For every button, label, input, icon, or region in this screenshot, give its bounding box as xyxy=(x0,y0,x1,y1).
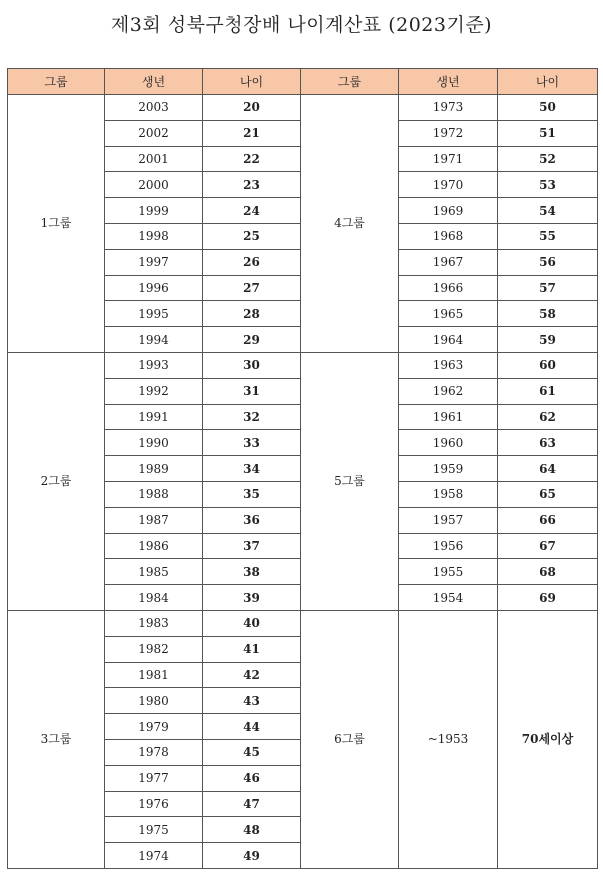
birth-year-left: 1986 xyxy=(105,533,203,559)
age-right: 65 xyxy=(498,481,598,507)
age-left: 29 xyxy=(203,327,301,353)
table-row xyxy=(8,352,598,378)
age-left: 45 xyxy=(203,739,301,765)
table-row xyxy=(8,610,598,636)
age-right: 68 xyxy=(498,559,598,585)
birth-year-right: 1958 xyxy=(399,481,498,507)
header-year-right: 생년 xyxy=(399,69,498,95)
age-right: 69 xyxy=(498,585,598,611)
birth-year-left: 1982 xyxy=(105,636,203,662)
birth-year-left: 2000 xyxy=(105,172,203,198)
age-right: 61 xyxy=(498,378,598,404)
birth-year-left: 1989 xyxy=(105,456,203,482)
birth-year-left: 1997 xyxy=(105,249,203,275)
birth-year-left: 2002 xyxy=(105,120,203,146)
age-left: 33 xyxy=(203,430,301,456)
age-right: 57 xyxy=(498,275,598,301)
birth-year-left: 1999 xyxy=(105,198,203,224)
birth-year-left: 1990 xyxy=(105,430,203,456)
birth-year-merged: ~1953 xyxy=(399,610,498,868)
age-right: 53 xyxy=(498,172,598,198)
birth-year-left: 1978 xyxy=(105,739,203,765)
age-left: 36 xyxy=(203,507,301,533)
birth-year-left: 1976 xyxy=(105,791,203,817)
group-label-left: 2그룹 xyxy=(8,352,105,610)
birth-year-left: 1975 xyxy=(105,817,203,843)
birth-year-left: 1985 xyxy=(105,559,203,585)
age-left: 21 xyxy=(203,120,301,146)
birth-year-right: 1967 xyxy=(399,249,498,275)
group-label-right: 4그룹 xyxy=(301,95,399,353)
age-right: 63 xyxy=(498,430,598,456)
birth-year-right: 1964 xyxy=(399,327,498,353)
birth-year-left: 2001 xyxy=(105,146,203,172)
group-label-left: 1그룹 xyxy=(8,95,105,353)
age-right: 56 xyxy=(498,249,598,275)
age-right: 52 xyxy=(498,146,598,172)
age-left: 37 xyxy=(203,533,301,559)
table-row xyxy=(8,95,598,121)
birth-year-left: 1983 xyxy=(105,610,203,636)
group-label-left: 3그룹 xyxy=(8,610,105,868)
birth-year-left: 1998 xyxy=(105,223,203,249)
birth-year-left: 2003 xyxy=(105,95,203,121)
age-left: 43 xyxy=(203,688,301,714)
birth-year-right: 1973 xyxy=(399,95,498,121)
group-label-right: 5그룹 xyxy=(301,352,399,610)
table-body xyxy=(8,95,598,869)
age-right: 58 xyxy=(498,301,598,327)
birth-year-right: 1969 xyxy=(399,198,498,224)
birth-year-right: 1970 xyxy=(399,172,498,198)
age-table xyxy=(7,68,598,869)
age-left: 49 xyxy=(203,843,301,869)
age-left: 20 xyxy=(203,95,301,121)
birth-year-left: 1992 xyxy=(105,378,203,404)
birth-year-left: 1996 xyxy=(105,275,203,301)
age-right: 64 xyxy=(498,456,598,482)
age-right: 60 xyxy=(498,352,598,378)
age-left: 25 xyxy=(203,223,301,249)
age-left: 41 xyxy=(203,636,301,662)
age-right: 55 xyxy=(498,223,598,249)
birth-year-right: 1968 xyxy=(399,223,498,249)
birth-year-left: 1979 xyxy=(105,714,203,740)
header-age-left: 나이 xyxy=(203,69,301,95)
birth-year-left: 1977 xyxy=(105,765,203,791)
age-left: 44 xyxy=(203,714,301,740)
birth-year-right: 1965 xyxy=(399,301,498,327)
group-label-right: 6그룹 xyxy=(301,610,399,868)
birth-year-right: 1971 xyxy=(399,146,498,172)
age-left: 39 xyxy=(203,585,301,611)
age-left: 35 xyxy=(203,481,301,507)
header-row xyxy=(8,69,598,95)
age-left: 32 xyxy=(203,404,301,430)
age-left: 30 xyxy=(203,352,301,378)
age-right: 67 xyxy=(498,533,598,559)
birth-year-left: 1981 xyxy=(105,662,203,688)
age-left: 42 xyxy=(203,662,301,688)
age-right: 51 xyxy=(498,120,598,146)
age-left: 27 xyxy=(203,275,301,301)
age-left: 40 xyxy=(203,610,301,636)
age-left: 31 xyxy=(203,378,301,404)
age-right: 62 xyxy=(498,404,598,430)
age-left: 24 xyxy=(203,198,301,224)
birth-year-left: 1994 xyxy=(105,327,203,353)
age-left: 23 xyxy=(203,172,301,198)
age-left: 48 xyxy=(203,817,301,843)
birth-year-right: 1962 xyxy=(399,378,498,404)
header-age-right: 나이 xyxy=(498,69,598,95)
age-left: 47 xyxy=(203,791,301,817)
age-left: 28 xyxy=(203,301,301,327)
age-right: 59 xyxy=(498,327,598,353)
age-left: 26 xyxy=(203,249,301,275)
age-left: 46 xyxy=(203,765,301,791)
birth-year-right: 1954 xyxy=(399,585,498,611)
header-year-left: 생년 xyxy=(105,69,203,95)
birth-year-right: 1966 xyxy=(399,275,498,301)
birth-year-left: 1987 xyxy=(105,507,203,533)
birth-year-right: 1972 xyxy=(399,120,498,146)
birth-year-right: 1955 xyxy=(399,559,498,585)
birth-year-right: 1956 xyxy=(399,533,498,559)
birth-year-right: 1963 xyxy=(399,352,498,378)
age-right: 66 xyxy=(498,507,598,533)
page-title: 제3회 성북구청장배 나이계산표 (2023기준) xyxy=(110,14,493,36)
birth-year-left: 1974 xyxy=(105,843,203,869)
age-right: 54 xyxy=(498,198,598,224)
birth-year-left: 1988 xyxy=(105,481,203,507)
birth-year-left: 1995 xyxy=(105,301,203,327)
header-group-left: 그룹 xyxy=(8,69,105,95)
birth-year-right: 1961 xyxy=(399,404,498,430)
age-right: 50 xyxy=(498,95,598,121)
age-merged: 70세이상 xyxy=(498,610,598,868)
header-group-right: 그룹 xyxy=(301,69,399,95)
birth-year-left: 1993 xyxy=(105,352,203,378)
birth-year-right: 1957 xyxy=(399,507,498,533)
birth-year-left: 1991 xyxy=(105,404,203,430)
birth-year-right: 1959 xyxy=(399,456,498,482)
birth-year-left: 1984 xyxy=(105,585,203,611)
age-left: 22 xyxy=(203,146,301,172)
age-left: 38 xyxy=(203,559,301,585)
age-left: 34 xyxy=(203,456,301,482)
birth-year-right: 1960 xyxy=(399,430,498,456)
birth-year-left: 1980 xyxy=(105,688,203,714)
